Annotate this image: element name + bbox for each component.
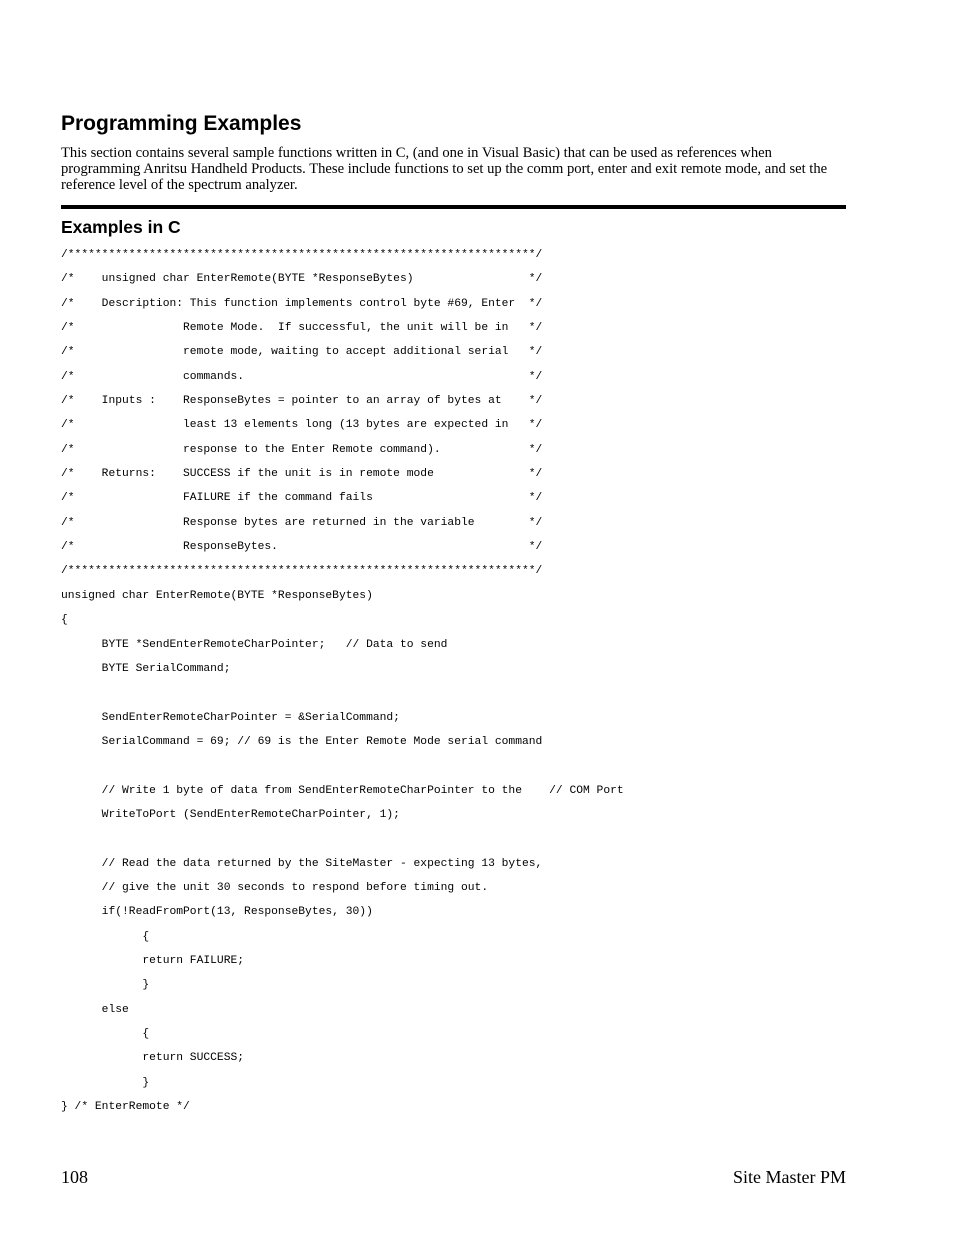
code-line: // Write 1 byte of data from SendEnterRemoteCharPointer to the // COM Port <box>61 784 624 797</box>
page-heading: Programming Examples <box>61 112 302 135</box>
code-listing <box>61 243 624 1119</box>
code-line: return SUCCESS; <box>61 1052 245 1065</box>
code-line: /* unsigned char EnterRemote(BYTE *ResponseBytes) */ <box>61 273 543 286</box>
code-line: /* Response bytes are returned in the variable */ <box>61 516 543 529</box>
code-line: else <box>61 1003 129 1016</box>
code-line: /* least 13 elements long (13 bytes are expected in */ <box>61 419 543 432</box>
code-line: WriteToPort (SendEnterRemoteCharPointer, 1); <box>61 808 400 821</box>
code-line: /* Returns: SUCCESS if the unit is in remote mode */ <box>61 468 543 481</box>
code-line: // give the unit 30 seconds to respond before timing out. <box>61 881 489 894</box>
footer-product-name: Site Master PM <box>732 1167 846 1187</box>
code-line <box>61 827 624 851</box>
code-line: { <box>61 1028 150 1040</box>
code-line: /*********************************************************************/ <box>61 249 543 261</box>
code-line: /* FAILURE if the command fails */ <box>61 492 543 505</box>
code-line: } <box>61 979 150 992</box>
code-line <box>61 681 624 705</box>
code-line: /* remote mode, waiting to accept additional serial */ <box>61 346 543 359</box>
code-line: if(!ReadFromPort(13, ResponseBytes, 30)) <box>61 906 373 919</box>
section-heading: Examples in C <box>61 217 181 237</box>
code-line: BYTE *SendEnterRemoteCharPointer; // Data to send <box>61 638 448 651</box>
code-line: return FAILURE; <box>61 954 245 967</box>
code-line: BYTE SerialCommand; <box>61 662 231 675</box>
code-line: /* Description: This function implements control byte #69, Enter */ <box>61 297 543 310</box>
code-line: /* commands. */ <box>61 370 543 383</box>
code-line: { <box>61 930 150 943</box>
code-line: /* response to the Enter Remote command). */ <box>61 443 543 456</box>
code-line: /* Remote Mode. If successful, the unit will be in */ <box>61 322 543 335</box>
code-line: /*********************************************************************/ <box>61 565 543 578</box>
code-line: // Read the data returned by the SiteMaster - expecting 13 bytes, <box>61 857 543 870</box>
intro-paragraph: This section contains several sample functions written in C, (and one in Visual Basic) that can be used as references when programming Anritsu Handheld Products. These include functions to set up the comm port, enter and exit remote mode, and set the reference level of the spectrum analyzer. <box>61 145 828 193</box>
code-line: /* ResponseBytes. */ <box>61 541 543 554</box>
section-divider <box>61 205 846 209</box>
code-line: { <box>61 614 68 627</box>
code-line <box>61 754 624 778</box>
code-line: } /* EnterRemote */ <box>61 1101 190 1114</box>
code-line: unsigned char EnterRemote(BYTE *ResponseBytes) <box>61 589 373 602</box>
code-line: SendEnterRemoteCharPointer = &SerialCommand; <box>61 711 400 724</box>
page-number: 108 <box>61 1167 88 1187</box>
code-line: SerialCommand = 69; // 69 is the Enter Remote Mode serial command <box>61 735 543 748</box>
code-line: /* Inputs : ResponseBytes = pointer to an array of bytes at */ <box>61 395 543 408</box>
code-line: } <box>61 1076 150 1089</box>
